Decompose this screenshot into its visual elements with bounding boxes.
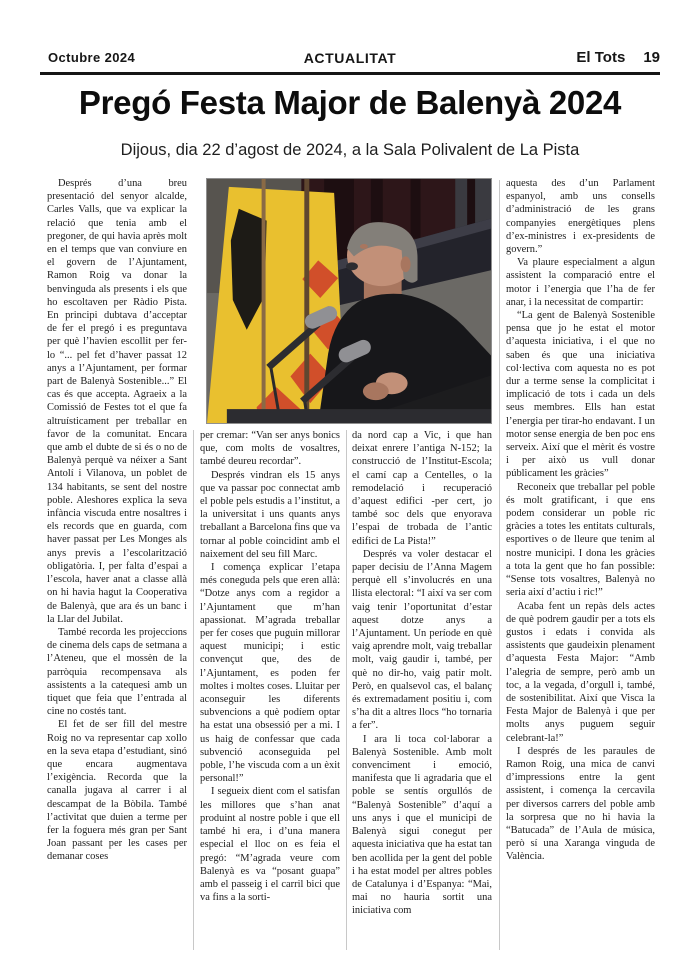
paragraph: Va plaure especialment a algun assistent la comparació entre el motor i l’energia que l’ha de fer anar, i la necessitat de compartir:	[506, 257, 655, 308]
flag-pole	[304, 179, 309, 423]
article-column-3	[352, 429, 492, 956]
article-column-4	[506, 177, 655, 959]
ear	[401, 256, 411, 272]
article-column-1	[47, 177, 187, 959]
article-column-2	[200, 429, 340, 956]
publication-name	[576, 49, 660, 66]
paragraph: També recorda les projeccions de cinema dels caps de setmana a l’Ateneu, que el mossèn de la parròquia recompensava als assistents a la catequesi amb un tiquet que feia que l’entrada al cine no costés tant.	[47, 626, 187, 718]
masthead-rule	[40, 72, 660, 75]
issue-date: Octubre 2024	[48, 50, 136, 65]
page-number: 19	[643, 49, 660, 66]
paragraph: per cremar: “Van ser anys bonics que, com molts de vosaltres, també deureu recordar”.	[200, 430, 340, 468]
flag-pole	[262, 179, 266, 423]
masthead	[40, 50, 660, 70]
paragraph: Després va voler destacar el paper decisiu de l’Anna Magem perquè ell s’involucrés en una llista electoral: “I així va ser com vaig tenir l’oportunitat d’estar aquest dotze anys a l’Ajuntament. Un període en què vaig aprendre molt, vaig treballar molt, vaig gaudir i, també, per què no dir-ho, vaig patir molt. Però, en qualsevol cas, el balanç és extremadament positiu i, com s’ha dit a altres llocs “ho tornaria a fer”.	[352, 548, 492, 732]
article-photo	[206, 178, 492, 424]
paragraph: Acaba fent un repàs dels actes de què podrem gaudir per a tots els gustos i edats i convida als assistents que gaudeixin plenament d’aquesta Festa Major: “Amb l’alegria de sempre, però amb un toc, a la vegada, d’orgull i, també, de sostenibilitat. Així que Visca la Festa Major de Balenyà i que per molts anys puguem seguir celebrant-la!”	[506, 600, 655, 744]
column-rule	[346, 430, 347, 950]
paragraph: Reconeix que treballar pel poble és molt gratificant, i que ens podem considerar un poble ric gràcies a totes les entitats culturals, esportives o de lleure que tenim al nostre municipi. I dona les gràcies a tota la gent que ho fan possible: “Sense tots vosaltres, Balenyà no seria així d’actiu i ric!”	[506, 481, 655, 599]
article-headline: Pregó Festa Major de Balenyà 2024	[78, 84, 622, 121]
paragraph: I ara li toca col·laborar a Balenyà Sostenible. Amb molt convenciment i emoció, manifesta que li agradaria que el poble se sentís orgullós de “Balenyà Sostenible” d’aquí a uns anys i que el municipi de Balenyà sigui conegut per aquesta iniciativa que ha estat tan ben acollida per la gent del poble i ha estat model per altres pobles de Catalunya i d’Espanya: “Mai, mai no hauria sortit una iniciativa com	[352, 733, 492, 917]
column-rule	[499, 180, 500, 950]
open-mouth	[346, 262, 358, 270]
hand	[363, 382, 389, 400]
paragraph: I comença explicar l’etapa més coneguda pels que eren allà: “Dotze anys com a regidor a l’Ajuntament que m’han apassionat. M’agrada treballar per fer coses que puguin millorar aquest municipi; i estic convençut que, des de l’Ajuntament, es poden fer moltes i moltes coses. Lluitar per aconseguir les diferents subvencions a què podíem optar ha estat una obsessió per a mi. I us haig de confessar que cada subvenció aconseguida pel poble, l’he viscuda com a un èxit personal!”	[200, 562, 340, 785]
eye	[360, 244, 368, 249]
paragraph: Després vindran els 15 anys que va passar poc connectat amb el poble pels estudis a l’institut, a la universitat i uns quants anys treballant a Barcelona fins que va tornar al poble coincidint amb el naixement del seu fill Marc.	[200, 469, 340, 560]
column-rule	[193, 430, 194, 950]
paragraph: “La gent de Balenyà Sostenible pensa que jo he estat el motor d’aquesta iniciativa, i el que no saben és que una iniciativa col·lectiva com aquesta no es pot dur a terme sense la complicitat i implicació de tots i cada un dels seus membres. Ells han estat l’energia per tirar-ho endavant. I un motor sense energia de ben poc ens serveix. Així que el mèrit és vostre i per això us vull donar públicament les gràcies”	[506, 310, 655, 480]
section-title: ACTUALITAT	[303, 50, 397, 66]
publication-label: El Tots	[576, 49, 626, 66]
photo-illustration	[207, 179, 491, 423]
paragraph: I després de les paraules de Ramon Roig, una mica de canvi d’impressions entre la gent assistent, i comença la cercavila per diversos carrers del poble amb la sorpresa que no hi havia la “Batucada” de l’Aula de música, però sí una Xaranga vinguda de València.	[506, 745, 655, 863]
paragraph: El fet de ser fill del mestre Roig no va representar cap xollo en la seva etapa d’estudiant, sinó que encara augmentava l’exigència. Recorda que la canalla jugava al carrer i al descampat de la Bòbila. També l’activitat que duien a terme per fer la foguera més gran per Sant Joan passant per les cases per demanar coses	[47, 719, 187, 863]
paragraph: da nord cap a Vic, i que han deixat enrere l’antiga N-152; la construcció de l’Institut-Escola; el camí cap a Centelles, o la remodelació i recuperació d’aquest edifici -per cert, jo també soc dels que enyorava l’espai de trobada de l’antic edifici de La Pista!”	[352, 430, 492, 547]
paragraph: Després d’una breu presentació del senyor alcalde, Carles Valls, que va explicar la relació que tenia amb el pregoner, de qui havia après molt en el temps que van conviure en el govern de l’Ajuntament, Ramon Roig va donar la benvinguda als presents i els que ho escoltaven per Ràdio Pista. En principi dubtava d’acceptar de fer el pregó i es preguntava per què l’havien escollit per fer-lo “... pel fet d’haver passat 12 anys a l’Ajuntament, per formar part de Balenyà Sostenible...” El cas és que accepta. Agraeix a la Comissió de Festes tot el que fa altruísticament per treballar en favor de la comunitat. Encara que amb el dubte de si és o no de Balenyà perquè va néixer a Sant Antolí i Vilanova, un poblet de 134 habitants, se sent del nostre poble. Aleshores explica la seva infància viscuda entre nosaltres i els records que en guarda, com haver passat per Les Monges als anys previs a l’escolarització obligatòria. I, per falta d’espai a l’escola, haver anat a classe allà on hi havia hagut la Cooperativa de Balenyà, que ara és un banc i la Llar del Jubilat.	[47, 178, 187, 625]
paragraph: aquesta des d’un Parlament espanyol, amb uns consells d’administració de les grans companyies energètiques plens d’ex-ministres i ex-presidents de govern.”	[506, 178, 655, 256]
article-subheadline: Dijous, dia 22 d’agost de 2024, a la Sala Polivalent de La Pista	[120, 141, 580, 159]
paragraph: I segueix dient com el satisfan les millores que s’han anat produint al nostre poble i que ell també hi era, i d’una manera especial el lloc on es feia el pregó: “M’agrada veure com Balenyà es va “posant guapa” amb el passeig i el carril bici que va fins a la sorti-	[200, 786, 340, 904]
